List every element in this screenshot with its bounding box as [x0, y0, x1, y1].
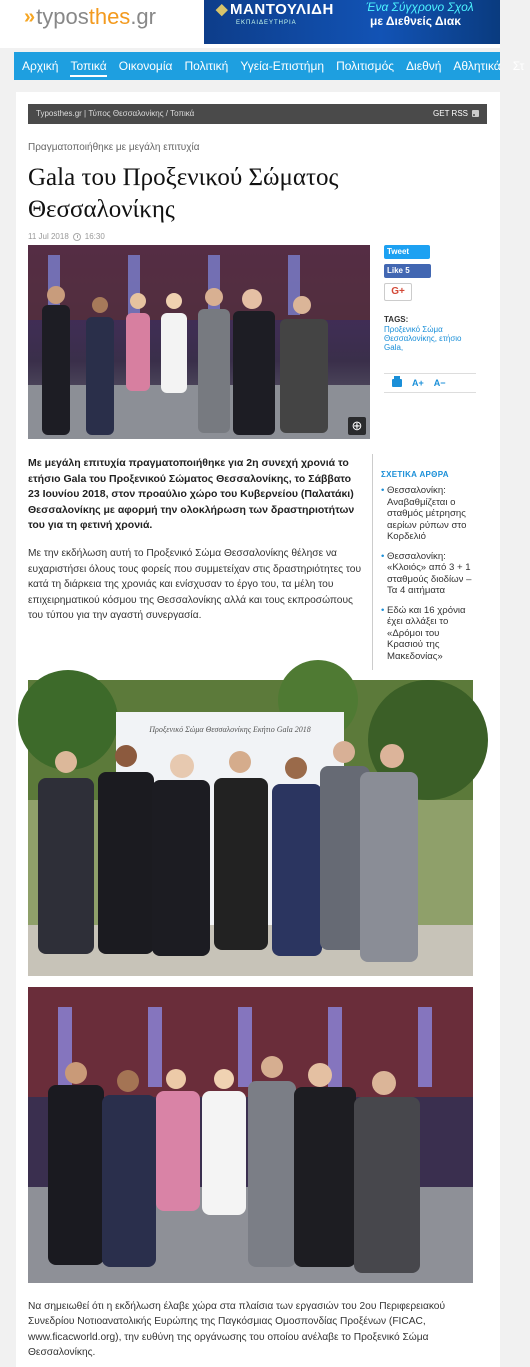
- article-tools: [384, 373, 476, 393]
- zoom-icon[interactable]: ⊕: [348, 417, 366, 435]
- nav-item-world[interactable]: Διεθνή: [406, 59, 442, 73]
- article-time: 16:30: [84, 232, 105, 241]
- tags-list[interactable]: Προξενικό Σώμα Θεσσαλονίκης, ετήσιο Gala,: [384, 325, 462, 352]
- banner-sub: ΕΚΠΑΙΔΕΥΤΗΡΙΑ: [236, 20, 297, 26]
- photo-banner-text: Προξενικό Σώμα Θεσσαλονίκης Εκήτιο Gala 2018: [149, 725, 311, 734]
- article-body-paragraph: Με την εκδήλωση αυτή το Προξενικό Σώμα Θεσσαλονίκης θέλησε να ευχαριστήσει όλους τους φορείς που συμμετείχαν στις δραστηριότητες του κατά τη διάρκεια της χρονιάς και ενίσχυσαν το έργο του, τα μέλη του επιχειρηματικού κόσμου της Θεσσαλονίκης αλλά και τους εκπροσώπους του τύπου για την αγαστή συνεργασία.: [28, 548, 362, 622]
- breadcrumb-home[interactable]: Typosthes.gr: [36, 109, 82, 118]
- logo-text-gr: .gr: [130, 4, 156, 29]
- article-meta: [28, 232, 105, 241]
- nav-item-politics[interactable]: Πολιτική: [184, 59, 229, 73]
- group-photo-illustration: [28, 245, 370, 439]
- banner-brand: ◆ ΜΑΝΤΟΥΛΙΔΗ: [216, 1, 334, 18]
- related-title: ΣΧΕΤΙΚΑ ΑΡΘΡΑ: [381, 470, 449, 479]
- article-date: 11 Jul 2018: [28, 232, 69, 241]
- nav-item-economy[interactable]: Οικονομία: [118, 59, 173, 73]
- font-decrease-button[interactable]: A−: [433, 378, 446, 388]
- site-logo[interactable]: [24, 4, 156, 30]
- site-header: [0, 0, 500, 48]
- nav-item-local[interactable]: Τοπικά: [64, 52, 112, 80]
- rss-link[interactable]: [433, 109, 479, 118]
- breadcrumb-separator: |: [84, 109, 87, 118]
- article-body-paragraph: Να σημειωθεί ότι η εκδήλωση έλαβε χώρα στα πλαίσια των εργασιών του 2ου Περιφερειακού Συνεδρίου Νοτιοανατολικής Ευρώπης της Παγκόσμιας Ομοσπονδίας Προξένων (FICAC, www.ficacworld.org), την ευθύνη της οργάνωσης του οποίου ανέλαβε το Προξενικό Σώμα Θεσσαλονίκης.: [28, 1301, 446, 1358]
- chevron-logo-icon: »: [24, 5, 33, 28]
- clock-icon: [73, 233, 81, 241]
- article-kicker: Πραγματοποιήθηκε με μεγάλη επιτυχία: [28, 142, 200, 153]
- related-articles: [372, 454, 476, 670]
- nav-item-culture[interactable]: Πολιτισμός: [336, 59, 395, 73]
- nav-item-home[interactable]: Αρχική: [22, 59, 59, 73]
- tweet-button[interactable]: Tweet: [384, 245, 430, 259]
- logo-text-typos: typos: [36, 4, 89, 29]
- rss-label: GET RSS: [433, 109, 468, 118]
- tags-label: TAGS:: [384, 315, 409, 324]
- rss-icon: [472, 110, 479, 117]
- article-photo[interactable]: [28, 987, 473, 1283]
- related-item[interactable]: • Θεσσαλονίκη: Αναβαθμίζεται ο σταθμός μέτρησης αερίων ρύπων στο Κορδελιό: [381, 485, 476, 543]
- related-item[interactable]: • Εδώ και 16 χρόνια έχει αλλάξει το «Δρόμοι του Κρασιού της Μακεδονίας»: [381, 605, 476, 663]
- article-photo[interactable]: [28, 680, 473, 976]
- breadcrumb-current[interactable]: Τοπικά: [170, 109, 195, 118]
- logo-text-thes: thes: [88, 4, 131, 29]
- breadcrumb-separator: /: [165, 109, 169, 118]
- main-nav: [14, 52, 525, 80]
- related-item[interactable]: • Θεσσαλονίκη: «Κλοιός» από 3 + 1 σταθμούς διοδίων – Τα 4 αιτήματα: [381, 551, 476, 597]
- nav-item-more[interactable]: Στ: [512, 59, 525, 73]
- nav-item-health[interactable]: Υγεία-Επιστήμη: [240, 59, 325, 73]
- article-lead: Με μεγάλη επιτυχία πραγματοποιήθηκε για 2η συνεχή χρονιά το ετήσιο Gala του Προξενικού Σώματος Θεσσαλονίκης, το Σάββατο 23 Ιουνίου 2018, στον προαύλιο χώρο του Κυβερνείου (Παλατάκι) Θεσσαλονίκης με αφορμή την ολοκλήρωση των δραστηριοτήτων του για τη φετινή χρονιά.: [28, 457, 355, 532]
- banner-line1: Ένα Σύγχρονο Σχολ: [366, 0, 474, 14]
- article-title: Gala του Προξενικού Σώματος Θεσσαλονίκης: [28, 164, 339, 223]
- main-photo[interactable]: [28, 245, 370, 439]
- google-plus-button[interactable]: G+: [384, 283, 412, 301]
- breadcrumb: [28, 104, 487, 124]
- group-photo-illustration: [28, 987, 473, 1283]
- nav-item-sports[interactable]: Αθλητικά: [453, 59, 501, 73]
- ad-banner[interactable]: [204, 0, 500, 44]
- breadcrumb-section[interactable]: Τύπος Θεσσαλονίκης: [88, 109, 164, 118]
- banner-line2: με Διεθνείς Διακ: [370, 14, 461, 28]
- font-increase-button[interactable]: A+: [412, 378, 424, 388]
- facebook-like-button[interactable]: Like 5: [384, 264, 431, 278]
- group-photo-illustration: [28, 680, 473, 976]
- print-icon[interactable]: [392, 379, 402, 387]
